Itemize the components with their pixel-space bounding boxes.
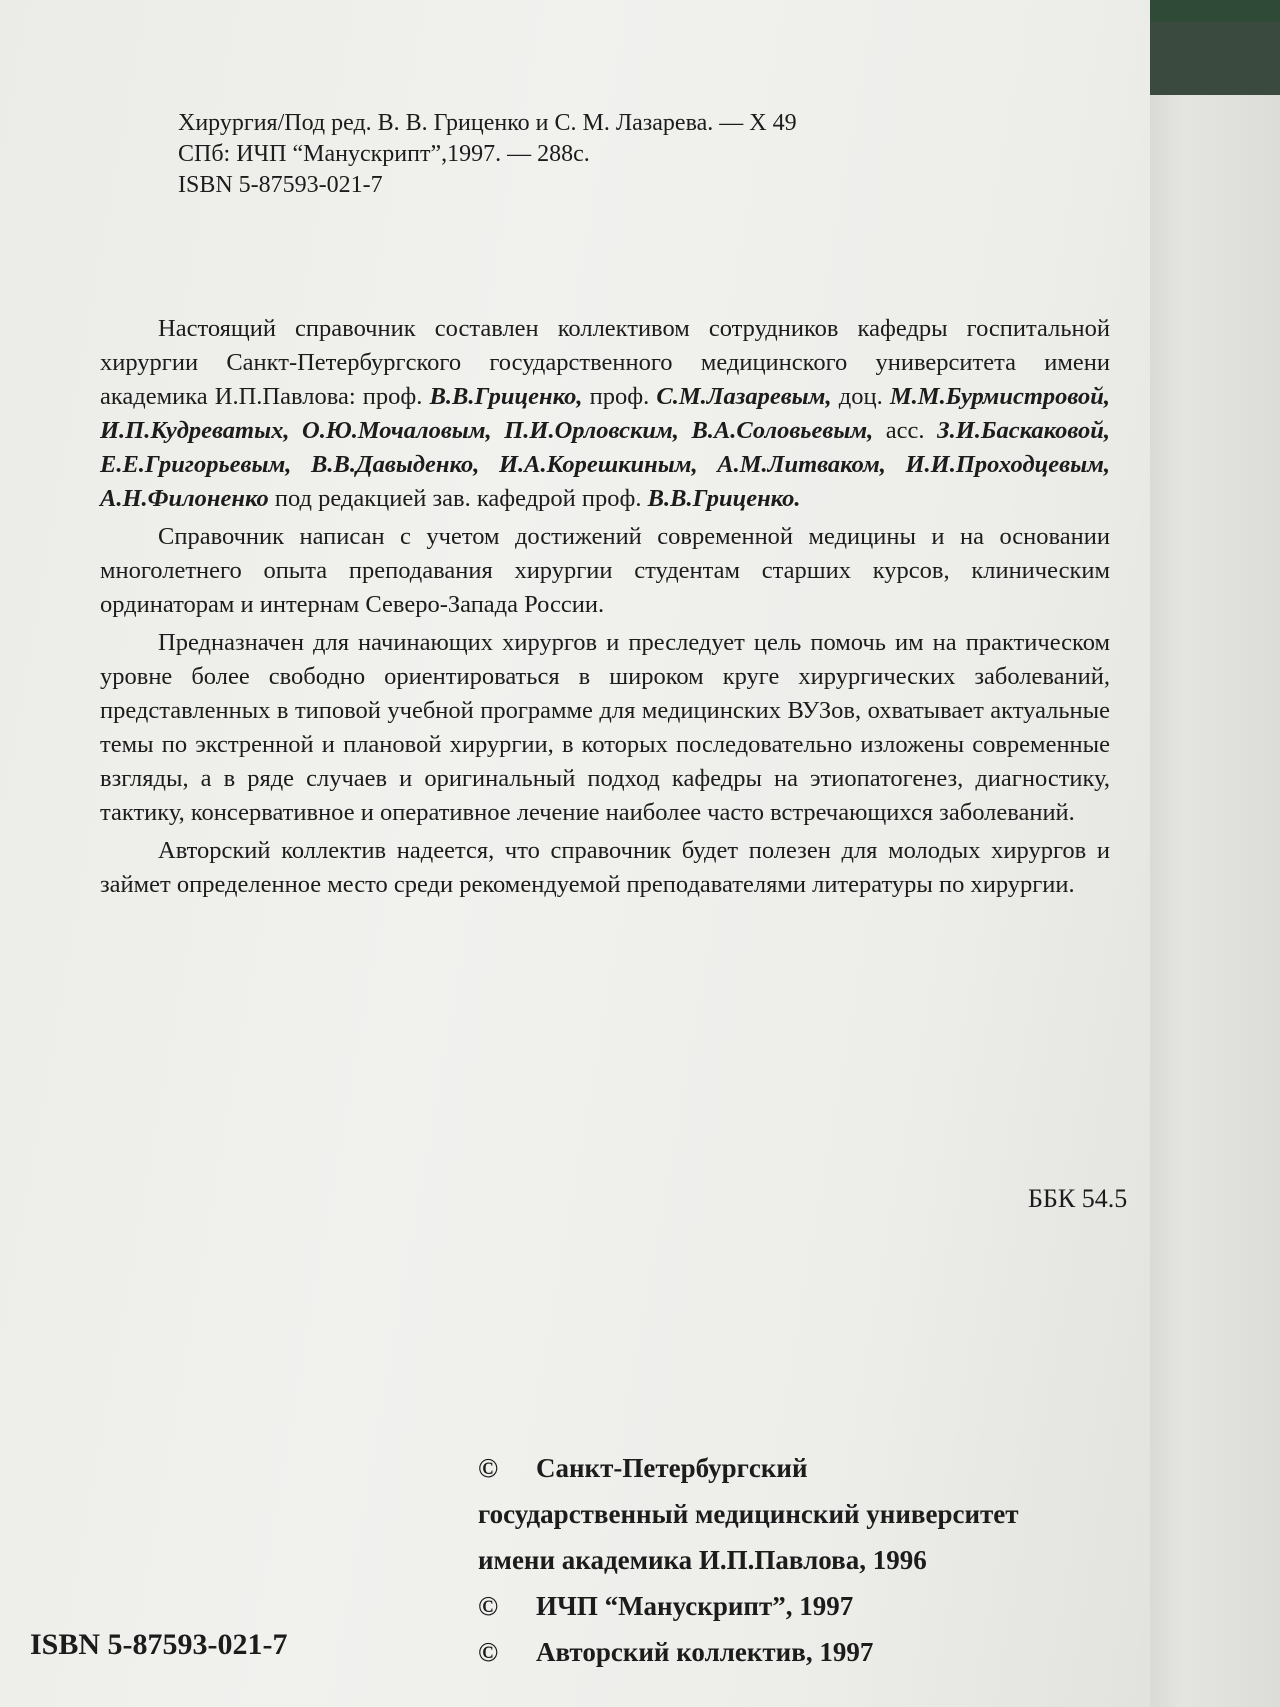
copyright-holder-2: ИЧП “Манускрипт”, 1997 xyxy=(536,1591,854,1621)
author-name: В.В.Гриценко, xyxy=(429,383,583,410)
author-name: З.И.Баскаковой, Е.Е.Григорьевым, В.В.Давыденко, И.А.Корешкиным, А.М.Литваком, И.И.Проходцевым, А.Н.Филоненко xyxy=(100,417,1110,512)
copyright-holder-1-line3: имени академика И.П.Павлова, 1996 xyxy=(478,1545,927,1575)
copyright-icon: © xyxy=(478,1637,499,1667)
editor-name: В.В.Гриценко. xyxy=(647,485,801,512)
copyright-icon: © xyxy=(478,1453,499,1483)
copyright-holder-1: Санкт-Петербургский xyxy=(536,1453,808,1483)
copyright-holder-1-line2: государственный медицинский университет xyxy=(478,1499,1019,1529)
author-name: М.М.Бурмистровой, xyxy=(889,383,1111,410)
copyright-icon: © xyxy=(478,1591,499,1621)
abstract-paragraph-4: Авторский коллектив надеется, что справочник будет полезен для молодых хирургов и займет определенное место среди рекомендуемой преподавателями литературы по хирургии. xyxy=(100,837,1110,898)
isbn-number: ISBN 5-87593-021-7 xyxy=(30,1628,288,1661)
bbk-code: ББК 54.5 xyxy=(1028,1184,1128,1213)
bib-line-isbn: ISBN 5-87593-021-7 xyxy=(178,172,383,198)
abstract-paragraph-authors: Настоящий справочник составлен коллективом сотрудников кафедры госпитальной хирургии Санкт-Петербургского государственного медицинского университета имени академика И.П.Павлова: проф. В.В.Гриценко, проф. С.М.Лазаревым, доц. М.М.Бурмистровой, И.П.Кудреватых, О.Ю.Мочаловым, П.И.Орловским, В.А.Соловьевым, асс. З.И.Баскаковой, Е.Е.Григорьевым, В.В.Давыденко, И.А.Корешкиным, А.М.Литваком, И.И.Проходцевым, А.Н.Филоненко под редакцией зав. кафедрой проф. В.В.Гриценко. xyxy=(100,315,1111,512)
copyright-block xyxy=(478,1445,1178,1675)
abstract-paragraph-2: Справочник написан с учетом достижений современной медицины и на основании многолетнего опыта преподавания хирургии студентам старших курсов, клиническим ординаторам и интернам Северо-Запада России. xyxy=(100,523,1110,618)
author-name: И.П.Кудреватых, О.Ю.Мочаловым, П.И.Орловским, В.А.Соловьевым, xyxy=(100,417,874,444)
copyright-holder-3: Авторский коллектив, 1997 xyxy=(536,1637,874,1667)
author-name: С.М.Лазаревым, xyxy=(656,383,832,410)
bib-line-publisher: СПб: ИЧП “Манускрипт”,1997. — 288с. xyxy=(178,141,590,167)
bib-line-title: Хирургия/Под ред. В. В. Гриценко и С. М. Лазарева. — Х 49 xyxy=(178,110,797,136)
bibliographic-record xyxy=(178,108,1078,201)
abstract xyxy=(100,312,1110,906)
abstract-paragraph-3: Предназначен для начинающих хирургов и преследует цель помочь им на практическом уровне более свободно ориентироваться в широком круге хирургических заболеваний, представленных в типовой учебной программе для медицинских ВУЗов, охватывает актуальные темы по экстренной и плановой хирургии, в которых последовательно изложены современные взгляды, а в ряде случаев и оригинальный подход кафедры на этиопатогенез, диагностику, тактику, консервативное и оперативное лечение наиболее часто встречающихся заболеваний. xyxy=(100,629,1110,826)
